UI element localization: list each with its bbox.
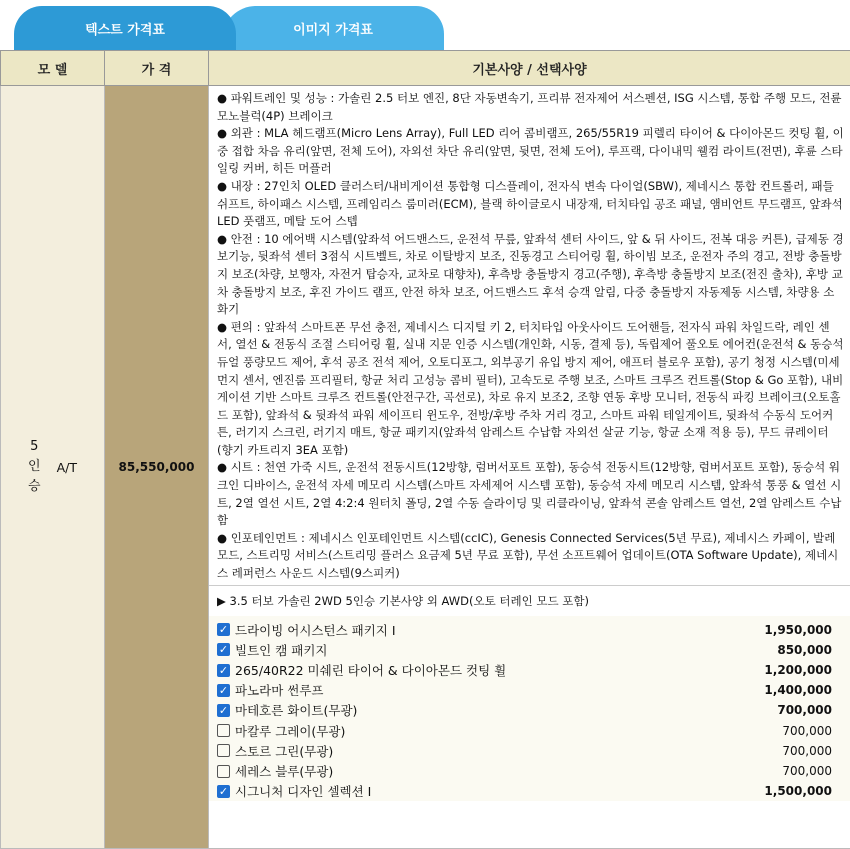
spec-line: ● 인포테인먼트 : 제네시스 인포테인먼트 시스템(ccIC), Genesis Connected Services(5년 무료), 제네시스 카페이, 발레모드, 스트리밍 서비스(스트리밍 플러스 요금제 5년 무료 포함), 무선 소프트웨어 업데이트(OTA Software Update), 제네시스 레퍼런스 사운드 시스템(9스피커) [217, 530, 844, 583]
table-header-row [1, 51, 850, 86]
option-price: 700,000 [782, 764, 832, 778]
checkbox-checked-icon[interactable] [217, 684, 230, 697]
base-note: ▶ 3.5 터보 가솔린 2WD 5인승 기본사양 외 AWD(오토 터레인 모드 포함) [209, 585, 850, 616]
option-price: 1,200,000 [764, 663, 832, 677]
option-price: 700,000 [782, 744, 832, 758]
header-model: 모 델 [1, 51, 105, 86]
option-row[interactable] [209, 660, 850, 680]
option-label: 스토르 그린(무광) [235, 742, 333, 760]
option-price: 700,000 [777, 703, 832, 717]
option-label: 세레스 블루(무광) [235, 762, 333, 780]
option-label: 265/40R22 미쉐린 타이어 & 다이아몬드 컷팅 휠 [235, 661, 506, 679]
checkbox-checked-icon[interactable] [217, 785, 230, 798]
option-price: 1,950,000 [764, 623, 832, 637]
option-row[interactable] [209, 741, 850, 761]
checkbox-checked-icon[interactable] [217, 643, 230, 656]
option-label: 파노라마 썬루프 [235, 681, 324, 699]
checkbox-unchecked-icon[interactable] [217, 744, 230, 757]
model-seat-char: 인 [28, 457, 41, 477]
option-row[interactable] [209, 700, 850, 720]
table-row [1, 86, 850, 849]
header-price: 가 격 [105, 51, 209, 86]
option-label-wrap [217, 701, 777, 719]
option-label-wrap [217, 722, 782, 740]
price-cell: 85,550,000 [105, 86, 209, 849]
tab-image-pricelist[interactable]: 이미지 가격표 [222, 6, 444, 50]
header-spec: 기본사양 / 선택사양 [209, 51, 850, 86]
options-list [209, 616, 850, 802]
spec-line: ● 파워트레인 및 성능 : 가솔린 2.5 터보 엔진, 8단 자동변속기, 프리뷰 전자제어 서스펜션, ISG 시스템, 통합 주행 모드, 전륜 모노블럭(4P) 브레이크 [217, 90, 844, 125]
tab-text-pricelist[interactable]: 텍스트 가격표 [14, 6, 236, 50]
spec-line: ● 시트 : 천연 가죽 시트, 운전석 전동시트(12방향, 럼버서포트 포함), 동승석 전동시트(12방향, 럼버서포트 포함), 동승석 워크인 디바이스, 운전석 자세 메모리 시스템(스마트 자세제어 시스템 포함), 동승석 자세 메모리 시스템, 앞좌석 통풍 & 열선 시트, 2열 열선 시트, 2열 4:2:4 원터치 폴딩, 2열 수동 슬라이딩 및 리클라이닝, 앞좌석 콘솔 암레스트 열선, 2열 암레스트 수납함 [217, 459, 844, 529]
option-label-wrap [217, 621, 764, 639]
transmission: A/T [57, 460, 77, 475]
price-table [0, 50, 850, 849]
option-row[interactable] [209, 721, 850, 741]
option-label-wrap [217, 762, 782, 780]
checkbox-checked-icon[interactable] [217, 664, 230, 677]
model-seats [28, 437, 41, 497]
spec-line: ● 안전 : 10 에어백 시스템(앞좌석 어드밴스드, 운전석 무릎, 앞좌석 센터 사이드, 앞 & 뒤 사이드, 전복 대응 커튼), 급제동 경보기능, 뒷좌석 센터 3점식 시트벨트, 차로 이탈방지 보조, 진동경고 스티어링 휠, 하이빔 보조, 운전자 주의 경고, 전방 충돌방지 보조(차량, 보행자, 자전거 탑승자, 교차로 대향차), 후측방 충돌방지 경고(주행), 후측방 충돌방지 보조(전진 출차), 후방 교차 충돌방지 보조, 후진 가이드 램프, 안전 하차 보조, 어드밴스드 후석 승객 알림, 다중 충돌방지 자동제동 시스템, 차량용 소화기 [217, 231, 844, 319]
checkbox-checked-icon[interactable] [217, 704, 230, 717]
model-seat-char: 5 [28, 437, 41, 457]
option-price: 1,500,000 [764, 784, 832, 798]
option-label-wrap [217, 782, 764, 800]
model-seat-char: 승 [28, 477, 41, 497]
option-label: 마칼루 그레이(무광) [235, 722, 345, 740]
checkbox-unchecked-icon[interactable] [217, 724, 230, 737]
model-cell [1, 86, 105, 849]
spec-cell [209, 86, 850, 849]
option-label: 마테호른 화이트(무광) [235, 701, 357, 719]
option-label-wrap [217, 661, 764, 679]
checkbox-checked-icon[interactable] [217, 623, 230, 636]
spec-line: ● 내장 : 27인치 OLED 클러스터/내비게이션 통합형 디스플레이, 전자식 변속 다이얼(SBW), 제네시스 통합 컨트롤러, 패들쉬프트, 하이패스 시스템, 프레임리스 룸미러(ECM), 블랙 하이글로시 내장재, 터치타입 공조 패널, 앰비언트 무드램프, 앞좌석 LED 풋램프, 메탈 도어 스텝 [217, 178, 844, 231]
option-label: 드라이빙 어시스턴스 패키지 I [235, 621, 396, 639]
option-price: 700,000 [782, 724, 832, 738]
spec-list [209, 86, 850, 585]
option-row[interactable] [209, 680, 850, 700]
option-label-wrap [217, 742, 782, 760]
option-row[interactable] [209, 781, 850, 801]
price-tabs [0, 0, 850, 50]
option-row[interactable] [209, 640, 850, 660]
option-label: 빌트인 캠 패키지 [235, 641, 327, 659]
option-label-wrap [217, 681, 764, 699]
option-row[interactable] [209, 620, 850, 640]
checkbox-unchecked-icon[interactable] [217, 765, 230, 778]
spec-line: ● 외관 : MLA 헤드램프(Micro Lens Array), Full LED 리어 콤비램프, 265/55R19 피렐리 타이어 & 다이아몬드 컷팅 휠, 이중 접합 차음 유리(앞면, 전체 도어), 자외선 차단 유리(앞면, 뒷면, 전체 도어), 루프랙, 다이내믹 웰컴 라이트(전면), 후륜 스타일링 커버, 히든 머플러 [217, 125, 844, 178]
spec-line: ● 편의 : 앞좌석 스마트폰 무선 충전, 제네시스 디지털 키 2, 터치타입 아웃사이드 도어핸들, 전자식 파워 차일드락, 레인 센서, 열선 & 전동식 조절 스티어링 휠, 실내 지문 인증 시스템(개인화, 시동, 결제 등), 독립제어 풀오토 에어컨(운전석 & 동승석 듀얼 풍량모드 제어, 후석 공조 전석 제어, 오토디포그, 외부공기 유입 방지 제어, 애프터 블로우 포함), 공기 청정 시스템(미세먼지 센서, 엔진룸 프리필터, 항균 처리 고성능 콤비 필터), 고속도로 주행 보조, 스마트 크루즈 컨트롤(Stop & Go 포함), 내비게이션 기반 스마트 크루즈 컨트롤(안전구간, 곡선로), 차로 유지 보조2, 조향 연동 후방 모니터, 전동식 파킹 브레이크(오토홀드 포함), 앞좌석 & 뒷좌석 파워 세이프티 윈도우, 전방/후방 주차 거리 경고, 스마트 파워 테일게이트, 뒷좌석 수동식 도어커튼, 러기지 스크린, 러기지 매트, 항균 패키지(앞좌석 암레스트 수납함 자외선 살균 기능, 항균 소재 적용 등), 무드 큐레이터(향기 카트리지 3EA 포함) [217, 319, 844, 460]
option-row[interactable] [209, 761, 850, 781]
option-label-wrap [217, 641, 777, 659]
option-price: 1,400,000 [764, 683, 832, 697]
option-price: 850,000 [777, 643, 832, 657]
option-label: 시그니처 디자인 셀렉션 I [235, 782, 371, 800]
